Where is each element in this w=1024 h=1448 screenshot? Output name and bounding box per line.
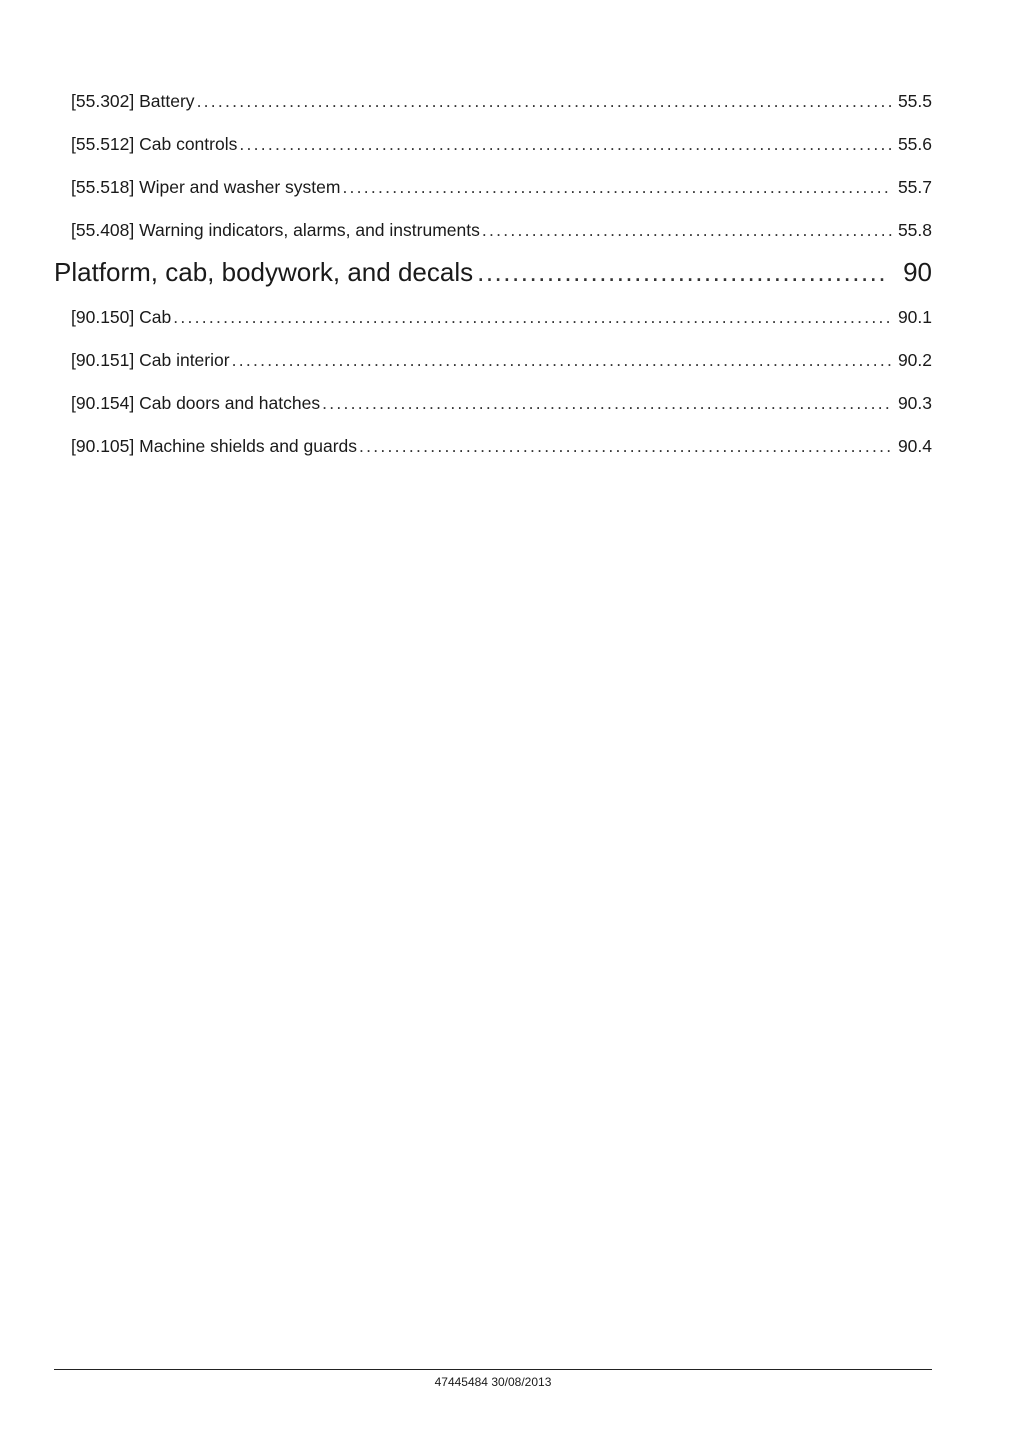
toc-entry-machine-shields[interactable]	[54, 433, 932, 476]
toc-entry-page: 90.3	[897, 393, 932, 413]
toc-entry-wiper-washer[interactable]	[54, 174, 932, 217]
toc-entry-label: [55.512] Cab controls	[71, 134, 238, 154]
toc-entry-page: 55.5	[897, 91, 932, 111]
toc-entry-cab-interior[interactable]	[54, 347, 932, 390]
dot-leader	[359, 433, 892, 459]
toc-entry-label: [90.151] Cab interior	[71, 350, 230, 370]
toc-entry-battery[interactable]	[54, 88, 932, 131]
toc-section-page: 90	[903, 257, 932, 287]
toc-entry-page: 90.2	[897, 350, 932, 370]
toc-entry-page: 90.4	[897, 436, 932, 456]
dot-leader	[173, 304, 892, 330]
dot-leader	[239, 131, 892, 157]
toc-section-label: Platform, cab, bodywork, and decals	[54, 257, 474, 287]
toc-entry-label: [90.150] Cab	[71, 307, 172, 327]
table-of-contents	[54, 88, 932, 476]
toc-entry-label: [90.105] Machine shields and guards	[71, 436, 358, 456]
toc-entry-label: [55.302] Battery	[71, 91, 195, 111]
toc-entry-cab[interactable]	[54, 304, 932, 347]
dot-leader	[322, 390, 892, 416]
footer-document-id: 47445484 30/08/2013	[434, 1375, 552, 1389]
toc-entry-cab-controls[interactable]	[54, 131, 932, 174]
toc-entry-page: 90.1	[897, 307, 932, 327]
dot-leader	[232, 347, 892, 373]
toc-entry-page: 55.8	[897, 220, 932, 240]
toc-entry-page: 55.7	[897, 177, 932, 197]
dot-leader	[482, 217, 892, 243]
dot-leader	[342, 174, 892, 200]
toc-entry-label: [55.518] Wiper and washer system	[71, 177, 341, 197]
dot-leader	[197, 88, 892, 114]
toc-entry-cab-doors[interactable]	[54, 390, 932, 433]
toc-entry-label: [90.154] Cab doors and hatches	[71, 393, 321, 413]
dot-leader	[477, 254, 887, 290]
toc-entry-label: [55.408] Warning indicators, alarms, and instruments	[71, 220, 480, 240]
toc-section-platform-cab[interactable]	[54, 254, 932, 300]
footer-rule	[54, 1369, 932, 1370]
toc-entry-page: 55.6	[897, 134, 932, 154]
